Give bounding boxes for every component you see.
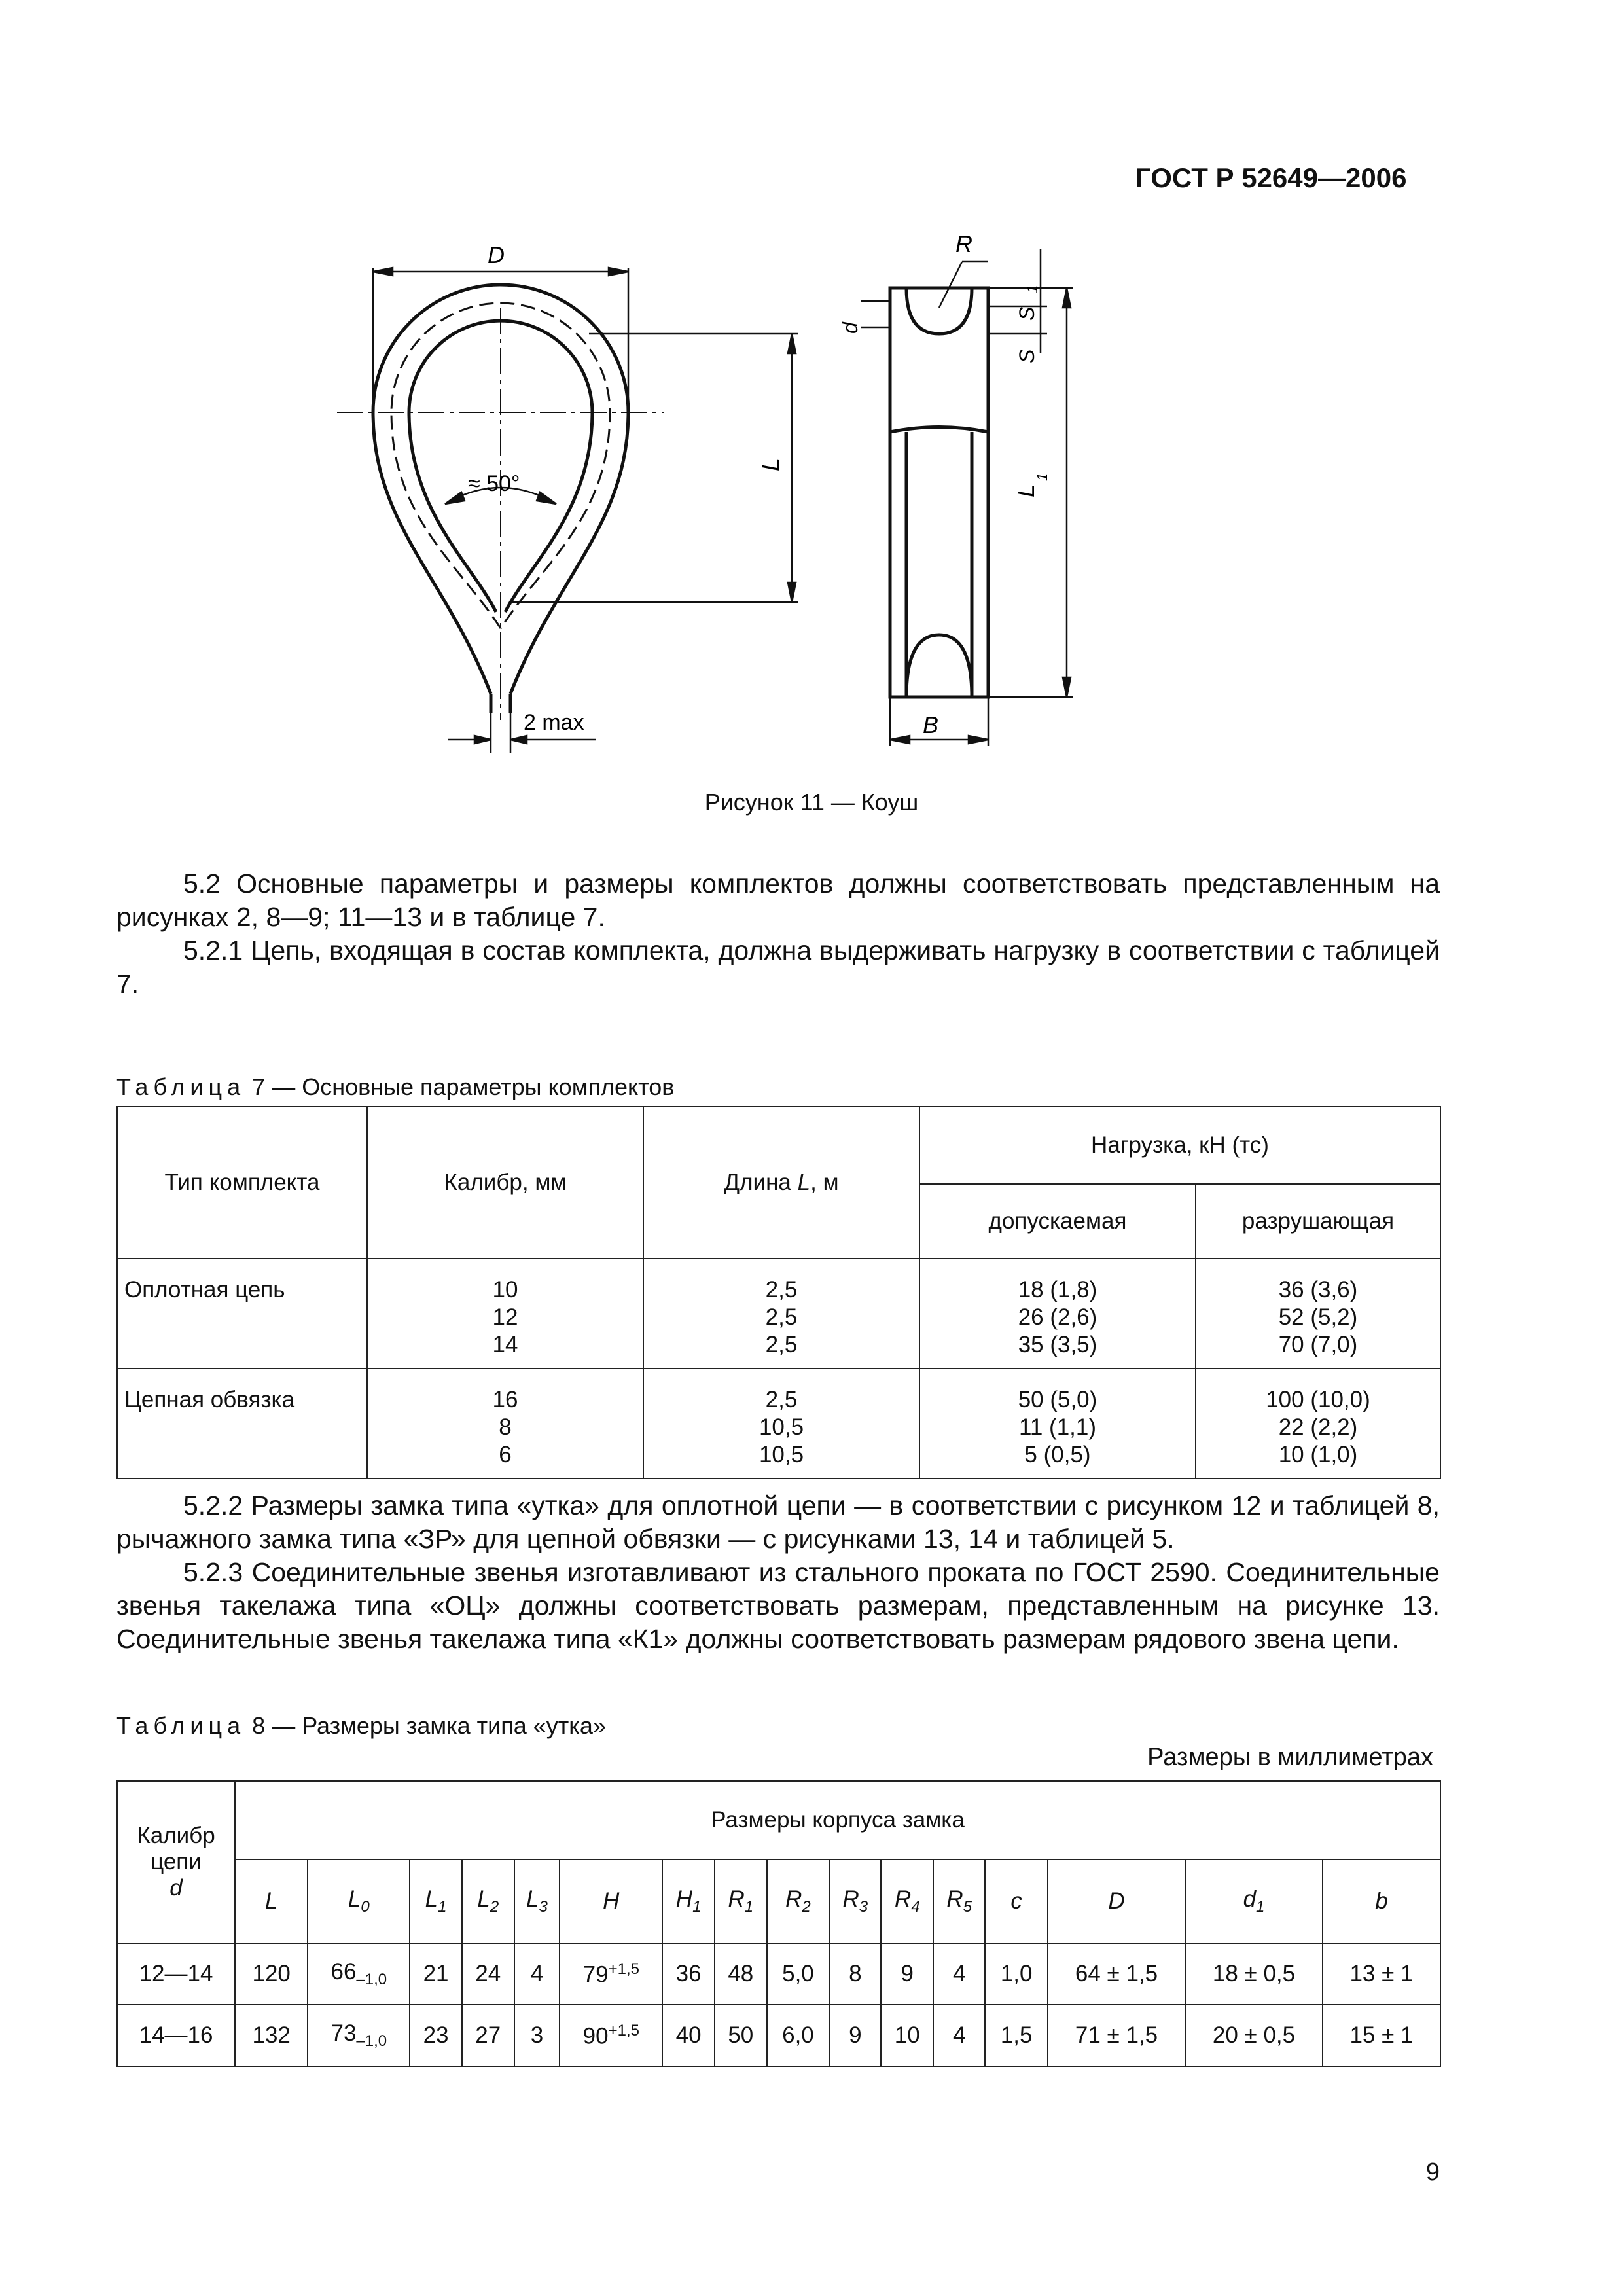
figure-caption: Рисунок 11 — Коуш	[704, 789, 919, 816]
label-L1-subscript: 1	[1034, 473, 1050, 481]
t8-row-1: 12—14 120 $66_{-1,0}$ 21 24 4 $79^{+1,5}$ 36 48 5,0 8 9 4 1,0 64 ± 1,5 18 ± 0,5 13 ± 1	[117, 1943, 1440, 2005]
section-5-2-2-text	[116, 1489, 1440, 1656]
label-S1: S	[1015, 306, 1039, 321]
t7-header-load: Нагрузка, кН (тс)	[919, 1107, 1440, 1184]
label-L: L	[757, 457, 784, 471]
t8-col-L3: $L_3$	[514, 1859, 560, 1943]
t8-col-R4: $R_4$	[881, 1859, 933, 1943]
label-2max: 2 max	[524, 710, 584, 735]
figure-thimble-drawing	[118, 223, 1505, 785]
t8-header-caliber: Калибр цепи d	[117, 1781, 235, 1943]
t7-cell-type: Цепная обвязка	[117, 1369, 367, 1479]
label-angle: ≈ 50°	[468, 471, 520, 496]
t7-header-type: Тип комплекта	[117, 1107, 367, 1259]
t8-col-b: b	[1323, 1859, 1440, 1943]
t8-col-L2: $L_2$	[462, 1859, 514, 1943]
table8-label: Таблица	[116, 1712, 246, 1739]
t8-col-R2: $R_2$	[767, 1859, 830, 1943]
t7-header-caliber: Калибр, мм	[367, 1107, 643, 1259]
paragraph-5-2-3: 5.2.3 Соединительные звенья изготавливают из стального проката по ГОСТ 2590. Соединительные звенья такелажа типа «ОЦ» должны соответствовать размерам, представленным на рисунке 13. Соединительные звенья такелажа типа «К1» должны соответствовать размерам рядового звена цепи.	[116, 1557, 1440, 1654]
t8-col-c: c	[985, 1859, 1048, 1943]
table7	[116, 1106, 1441, 1479]
t8-col-D: D	[1048, 1859, 1185, 1943]
t8-col-H: H	[560, 1859, 662, 1943]
label-S: S	[1015, 349, 1039, 363]
t7-row-chain: Цепная обвязка 16 8 6 2,5 10,5 10,5 50 (5,0) 11 (1,1) 5 (0,5) 100 (10,0) 22 (2,2) 10 (1,0)	[117, 1369, 1440, 1479]
t8-col-L1: $L_1$	[410, 1859, 462, 1943]
t8-col-d1: $d_1$	[1185, 1859, 1323, 1943]
t8-header-body: Размеры корпуса замка	[235, 1781, 1440, 1859]
paragraph-5-2-2: 5.2.2 Размеры замка типа «утка» для оплотной цепи — в соответствии с рисунком 12 и таблицей 8, рычажного замка типа «ЗР» для цепной обвязки — с рисунками 13, 14 и таблицей 5.	[116, 1490, 1440, 1554]
t7-header-breaking: разрушающая	[1196, 1184, 1440, 1259]
document-standard-header: ГОСТ Р 52649—2006	[1135, 162, 1407, 193]
label-D: D	[488, 242, 505, 268]
paragraph-5-2: 5.2 Основные параметры и размеры комплектов должны соответствовать представленным на рисунках 2, 8—9; 11—13 и в таблице 7.	[116, 869, 1440, 932]
t8-col-R5: $R_5$	[933, 1859, 985, 1943]
table7-title	[116, 1073, 674, 1101]
page-number: 9	[1425, 2159, 1440, 2186]
label-L1: L	[1012, 484, 1039, 497]
t7-header-allowed: допускаемая	[919, 1184, 1196, 1259]
t8-col-L0: $L_0$	[308, 1859, 410, 1943]
label-d: d	[838, 322, 862, 334]
table8-title	[116, 1712, 606, 1740]
table7-caption: 7 — Основные параметры комплектов	[252, 1073, 675, 1100]
section-5-2-text	[116, 867, 1440, 1001]
t7-row-oplot: Оплотная цепь 10 12 14 2,5 2,5 2,5 18 (1,8) 26 (2,6) 35 (3,5) 36 (3,6) 52 (5,2) 70 (7,0)	[117, 1259, 1440, 1369]
t8-col-H1: $H_1$	[662, 1859, 715, 1943]
t7-cell-type: Оплотная цепь	[117, 1259, 367, 1369]
t8-row-2: 14—16 132 $73_{-1,0}$ 23 27 3 $90^{+1,5}$ 40 50 6,0 9 10 4 1,5 71 ± 1,5 20 ± 0,5 15 ± 1	[117, 2005, 1440, 2066]
table8	[116, 1780, 1441, 2067]
t8-col-R3: $R_3$	[829, 1859, 881, 1943]
table8-units: Размеры в миллиметрах	[1147, 1744, 1433, 1771]
table8-caption: 8 — Размеры замка типа «утка»	[252, 1712, 606, 1739]
t8-col-R1: $R_1$	[715, 1859, 767, 1943]
table7-label: Таблица	[116, 1073, 246, 1100]
paragraph-5-2-1: 5.2.1 Цепь, входящая в состав комплекта, должна выдерживать нагрузку в соответствии с таблицей 7.	[116, 935, 1440, 999]
t8-col-L: L	[235, 1859, 308, 1943]
label-R: R	[955, 230, 972, 257]
t7-header-length: Длина L, м	[643, 1107, 919, 1259]
label-S1-subscript: 1	[1024, 285, 1041, 293]
label-B: B	[923, 711, 939, 738]
